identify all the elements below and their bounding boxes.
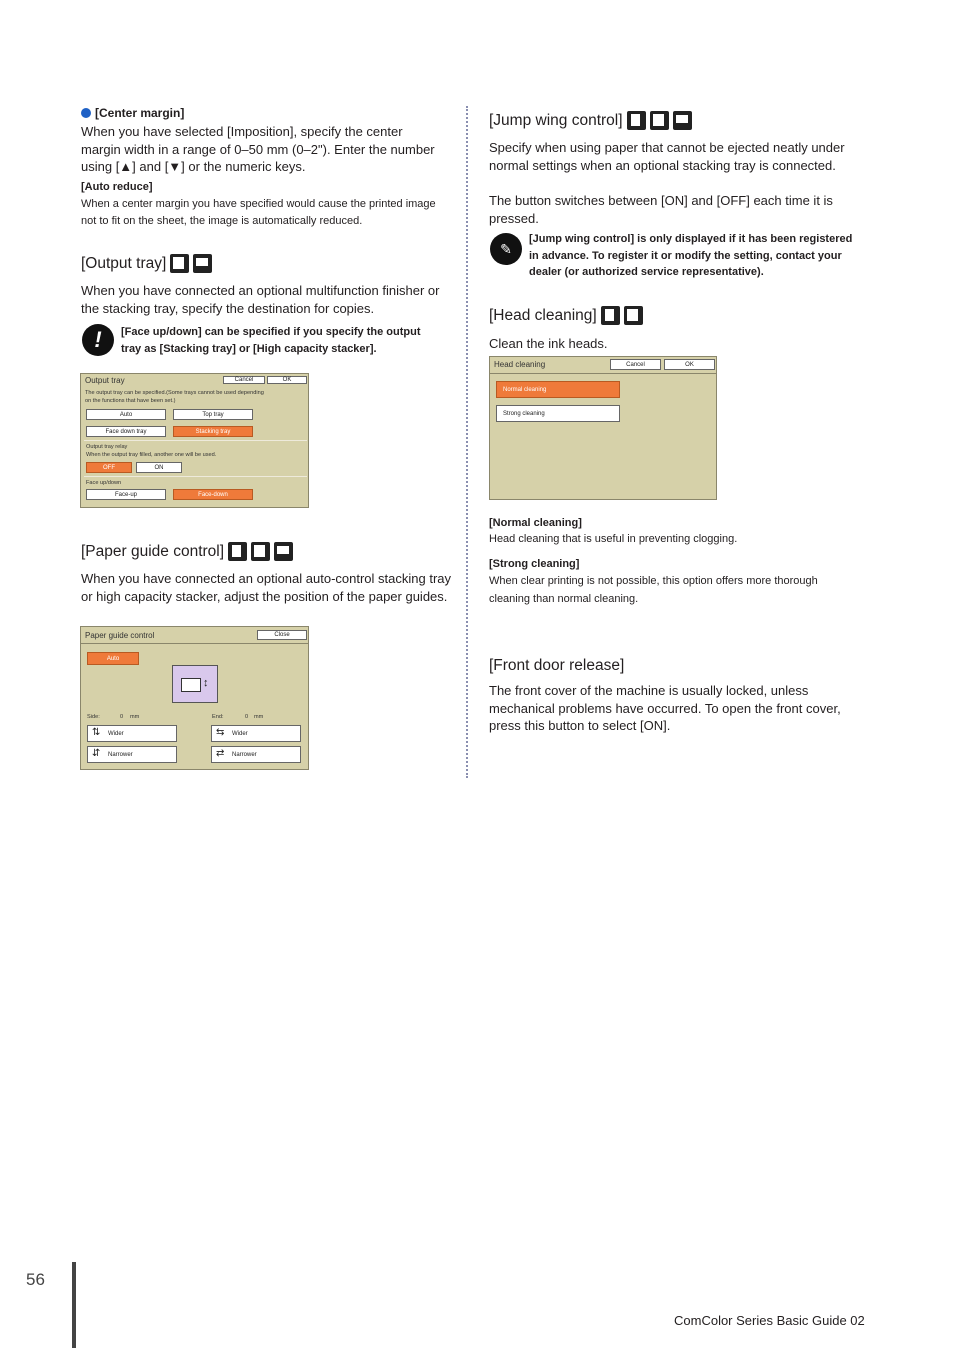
footer-bar xyxy=(72,1262,76,1348)
center-margin-body: When you have selected [Imposition], specify the center margin width in a range of 0–50 mm (0–2"). Enter the number using [▲] and [▼] or the numeric keys. xyxy=(81,124,435,174)
strong-cleaning-body: When clear printing is not possible, this option offers more thorough cleaning than normal cleaning. xyxy=(489,575,818,605)
jump-wing-note: [Jump wing control] is only displayed if it has been registered in advance. To register it or modify the setting, contact your dealer (or authorized service representative). xyxy=(529,233,853,278)
side-label: Side: xyxy=(87,714,100,720)
scan-mode-icon xyxy=(673,111,692,130)
close-button[interactable]: Close xyxy=(257,630,307,640)
auto-button[interactable]: Auto xyxy=(86,409,166,420)
end-narrower-button[interactable]: ⇄ Narrower xyxy=(211,746,301,763)
guide-title: ComColor Series Basic Guide 02 xyxy=(674,1313,865,1328)
wider-arrow-icon: ⇆ xyxy=(216,727,225,738)
relay-desc: When the output tray filled, another one will be used. xyxy=(86,452,217,458)
auto-reduce-heading: [Auto reduce] xyxy=(81,181,153,193)
divider xyxy=(81,643,308,644)
end-arrow-icon: ↕ xyxy=(203,677,209,689)
copy-mode-icon xyxy=(650,111,669,130)
end-label: End: xyxy=(212,714,224,720)
bullet-icon xyxy=(81,108,91,118)
face-down-tray-button[interactable]: Face down tray xyxy=(86,426,166,437)
end-wider-button[interactable]: ⇆ Wider xyxy=(211,725,301,742)
head-cleaning-body: Clean the ink heads. xyxy=(489,336,608,351)
scan-mode-icon xyxy=(274,542,293,561)
relay-off-button[interactable]: OFF xyxy=(86,462,132,473)
front-door-body: The front cover of the machine is usually locked, unless mechanical problems have occurred. To open the front cover, press this button to select [ON]. xyxy=(489,683,841,733)
relay-label: Output tray relay xyxy=(86,444,128,450)
divider xyxy=(84,440,307,441)
page-number: 56 xyxy=(26,1270,45,1289)
end-unit: mm xyxy=(254,714,264,720)
normal-cleaning-button[interactable]: Normal cleaning xyxy=(496,381,620,398)
front-door-heading: [Front door release] xyxy=(489,657,625,674)
ok-button[interactable]: OK xyxy=(267,376,307,384)
normal-cleaning-heading: [Normal cleaning] xyxy=(489,517,582,529)
paper-guide-screen xyxy=(80,626,309,770)
side-unit: mm xyxy=(130,714,140,720)
column-divider xyxy=(466,106,468,778)
divider xyxy=(84,476,307,477)
output-tray-note: [Face up/down] can be specified if you specify the output tray as [Stacking tray] or [High capacity stacker]. xyxy=(121,326,421,355)
screen-title: Head cleaning xyxy=(494,360,546,369)
divider xyxy=(490,373,716,374)
wider-arrow-icon: ⇅ xyxy=(92,727,101,738)
cancel-button[interactable]: Cancel xyxy=(223,376,265,384)
paper-guide-body: When you have connected an optional auto-control stacking tray or high capacity stacker, adjust the position of the paper guides. xyxy=(81,571,452,604)
memo-icon: ✎ xyxy=(490,233,522,265)
print-mode-icon xyxy=(627,111,646,130)
side-narrower-button[interactable]: ⇵ Narrower xyxy=(87,746,177,763)
cancel-button[interactable]: Cancel xyxy=(610,359,661,370)
paper-icon xyxy=(181,678,201,692)
scan-mode-icon xyxy=(193,254,212,273)
output-tray-screen xyxy=(80,373,309,508)
jump-wing-heading: [Jump wing control] xyxy=(489,111,692,130)
normal-cleaning-body: Head cleaning that is useful in preventing clogging. xyxy=(489,533,738,545)
head-cleaning-screen xyxy=(489,356,717,500)
paper-guide-heading: [Paper guide control] xyxy=(81,542,293,561)
center-margin-heading: [Center margin] xyxy=(81,106,184,120)
strong-cleaning-heading: [Strong cleaning] xyxy=(489,558,580,570)
ok-button[interactable]: OK xyxy=(664,359,715,370)
head-cleaning-heading: [Head cleaning] xyxy=(489,306,643,325)
face-down-button[interactable]: Face-down xyxy=(173,489,253,500)
face-up-button[interactable]: Face-up xyxy=(86,489,166,500)
narrower-arrow-icon: ⇵ xyxy=(92,748,101,759)
end-value: 0 xyxy=(245,714,249,720)
narrower-arrow-icon: ⇄ xyxy=(216,748,225,759)
copy-mode-icon xyxy=(251,542,270,561)
side-wider-button[interactable]: ⇅ Wider xyxy=(87,725,177,742)
jump-wing-body: Specify when using paper that cannot be ejected neatly under normal settings when an optional stacking tray is connected. xyxy=(489,140,845,173)
strong-cleaning-button[interactable]: Strong cleaning xyxy=(496,405,620,422)
copy-mode-icon xyxy=(624,306,643,325)
output-tray-desc: The output tray can be specified.(Some trays cannot be used depending on the functions that have been set.) xyxy=(85,390,264,404)
print-mode-icon xyxy=(228,542,247,561)
side-value: 0 xyxy=(120,714,124,720)
relay-on-button[interactable]: ON xyxy=(136,462,182,473)
caution-icon: ! xyxy=(82,324,114,356)
output-tray-body: When you have connected an optional multifunction finisher or the stacking tray, specify the destination for copies. xyxy=(81,283,440,316)
copy-mode-icon xyxy=(170,254,189,273)
top-tray-button[interactable]: Top tray xyxy=(173,409,253,420)
output-tray-heading: [Output tray] xyxy=(81,254,212,273)
auto-button[interactable]: Auto xyxy=(87,652,139,665)
screen-title: Paper guide control xyxy=(85,631,155,640)
auto-reduce-body: When a center margin you have specified would cause the printed image not to fit on the sheet, the image is automatically reduced. xyxy=(81,198,436,227)
stacking-tray-button[interactable]: Stacking tray xyxy=(173,426,253,437)
screen-title: Output tray xyxy=(85,376,125,385)
paper-guide-diagram xyxy=(172,665,218,703)
print-mode-icon xyxy=(601,306,620,325)
jump-wing-body-2: The button switches between [ON] and [OFF] each time it is pressed. xyxy=(489,193,833,226)
face-up-down-label: Face up/down xyxy=(86,480,122,486)
